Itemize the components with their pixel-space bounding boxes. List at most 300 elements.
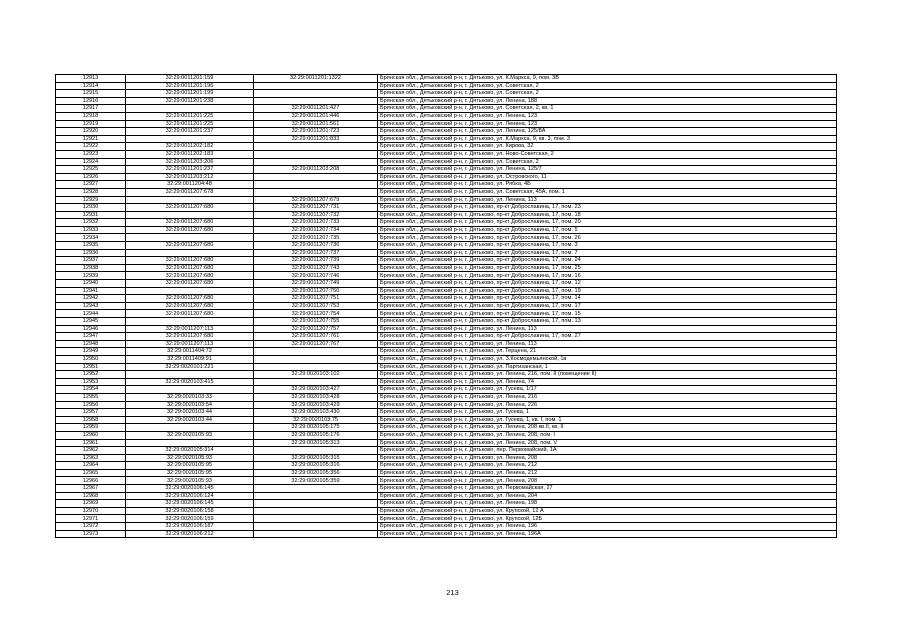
address-cell: Брянская обл., Дятьковский р-н, г. Дятьково, ул. Ленина, 113	[378, 196, 837, 204]
parcel-cadastral-cell: 32:29:0020101:221	[126, 363, 254, 371]
parcel-cadastral-cell: 32:29:0011207:113	[126, 325, 254, 333]
page-number: 213	[446, 588, 459, 597]
parcel-cadastral-cell: 32:29:0020106:212	[126, 530, 254, 538]
object-cadastral-cell	[254, 378, 378, 386]
address-cell: Брянская обл., Дятьковский р-н, г. Дятьково, ул. Кирова, 32	[378, 143, 837, 151]
address-cell: Брянская обл., Дятьковский р-н, г. Дятьково, пр-кт Доброславина, 17, пом. 15	[378, 310, 837, 318]
address-cell: Брянская обл., Дятьковский р-н, г. Дятьково, ул. Советская, 2	[378, 82, 837, 90]
row-number-cell: 12923	[56, 150, 126, 158]
row-number-cell: 12948	[56, 340, 126, 348]
object-cadastral-cell	[254, 530, 378, 538]
object-cadastral-cell	[254, 97, 378, 105]
address-cell: Брянская обл., Дятьковский р-н, г. Дятьково, пр-кт Доброславина, 17, пом. 14	[378, 295, 837, 303]
address-cell: Брянская обл., Дятьковский р-н, г. Дятьково, пр-кт Доброславина, 17, пом. 12	[378, 280, 837, 288]
object-cadastral-cell: 32:29:0020105:356	[254, 469, 378, 477]
address-cell: Брянская обл., Дятьковский р-н, г. Дятьково, ул. Ленина, 212	[378, 462, 837, 470]
parcel-cadastral-cell: 32:29:0020106:159	[126, 515, 254, 523]
row-number-cell: 12920	[56, 128, 126, 136]
row-number-cell: 12944	[56, 310, 126, 318]
object-cadastral-cell: 32:29:0020105:315	[254, 454, 378, 462]
address-cell: Брянская обл., Дятьковский р-н, г. Дятьково, ул. Советская, 2	[378, 158, 837, 166]
object-cadastral-cell	[254, 173, 378, 181]
object-cadastral-cell	[254, 181, 378, 189]
table-row	[56, 242, 837, 250]
row-number-cell: 12973	[56, 530, 126, 538]
address-cell: Брянская обл., Дятьковский р-н, г. Дятьково, ул. Ленина, 196	[378, 523, 837, 531]
object-cadastral-cell: 32:29:0011207:743	[254, 264, 378, 272]
row-number-cell: 12940	[56, 280, 126, 288]
parcel-cadastral-cell	[126, 439, 254, 447]
object-cadastral-cell	[254, 492, 378, 500]
table-row	[56, 416, 837, 424]
address-cell: Брянская обл., Дятьковский р-н, г. Дятьково, ул. Ленина, 226	[378, 401, 837, 409]
row-number-cell: 12928	[56, 188, 126, 196]
parcel-cadastral-cell: 32:29:0011207:680	[126, 264, 254, 272]
address-cell: Брянская обл., Дятьковский р-н, г. Дятьково, ул. Ново-Советская, 2	[378, 150, 837, 158]
object-cadastral-cell: 32:29:0011207:679	[254, 196, 378, 204]
table-row	[56, 431, 837, 439]
address-cell: Брянская обл., Дятьковский р-н, г. Дятьково, ул. Ленина, 198	[378, 500, 837, 508]
table-row	[56, 82, 837, 90]
parcel-cadastral-cell: 32:29:0011207:680	[126, 333, 254, 341]
row-number-cell: 12952	[56, 371, 126, 379]
object-cadastral-cell: 32:29:0020103:427	[254, 386, 378, 394]
table-row	[56, 105, 837, 113]
parcel-cadastral-cell: 32:29:0011201:225	[126, 120, 254, 128]
table-row	[56, 530, 837, 538]
table-row	[56, 280, 837, 288]
address-cell: Брянская обл., Дятьковский р-н, г. Дятьково, пр-кт Доброславина, 17, пом. 16	[378, 272, 837, 280]
parcel-cadastral-cell: 32:29:0011201:199	[126, 90, 254, 98]
row-number-cell: 12947	[56, 333, 126, 341]
table-row	[56, 196, 837, 204]
parcel-cadastral-cell: 32:29:0011201:238	[126, 97, 254, 105]
object-cadastral-cell: 32:29:0011207:750	[254, 287, 378, 295]
parcel-cadastral-cell: 32:29:0011203:206	[126, 158, 254, 166]
row-number-cell: 12927	[56, 181, 126, 189]
object-cadastral-cell: 32:29:0011207:757	[254, 325, 378, 333]
table-row	[56, 295, 837, 303]
parcel-cadastral-cell: 32:29:0011203:212	[126, 173, 254, 181]
address-cell: Брянская обл., Дятьковский р-н, г. Дятьково, ул. Первомайская, 27	[378, 485, 837, 493]
address-cell: Брянская обл., Дятьковский р-н, г. Дятьково, ул. Ленина, 113	[378, 340, 837, 348]
table-row	[56, 515, 837, 523]
object-cadastral-cell	[254, 82, 378, 90]
row-number-cell: 12921	[56, 135, 126, 143]
table-row	[56, 477, 837, 485]
address-cell: Брянская обл., Дятьковский р-н, г. Дятьково, ул. Герцена, 21	[378, 348, 837, 356]
table-row	[56, 348, 837, 356]
parcel-cadastral-cell: 32:29:0011201:196	[126, 82, 254, 90]
object-cadastral-cell: 32:29:0020103:102	[254, 371, 378, 379]
address-cell: Брянская обл., Дятьковский р-н, г. Дятьково, ул. Ленина, 212	[378, 469, 837, 477]
table-row	[56, 173, 837, 181]
address-cell: Брянская обл., Дятьковский р-н, г. Дятьково, ул. Ленина, 74	[378, 378, 837, 386]
row-number-cell: 12958	[56, 416, 126, 424]
object-cadastral-cell: 32:29:0011207:753	[254, 302, 378, 310]
address-cell: Брянская обл., Дятьковский р-н, г. Дятьково, ул. Гусева, 1, кв. I, пом. 1	[378, 416, 837, 424]
table-row	[56, 234, 837, 242]
table-row	[56, 492, 837, 500]
object-cadastral-cell: 32:29:0011201:833	[254, 135, 378, 143]
address-cell: Брянская обл., Дятьковский р-н, г. Дятьково, ул. Рябка, 4Б	[378, 181, 837, 189]
row-number-cell: 12956	[56, 401, 126, 409]
object-cadastral-cell: 32:29:0011201:1322	[254, 75, 378, 83]
row-number-cell: 12937	[56, 257, 126, 265]
address-cell: Брянская обл., Дятьковский р-н, г. Дятьково, пр-кт Доброславина, 17, пом. 26	[378, 234, 837, 242]
parcel-cadastral-cell: 32:29:0020106:145	[126, 485, 254, 493]
parcel-cadastral-cell	[126, 287, 254, 295]
object-cadastral-cell	[254, 355, 378, 363]
object-cadastral-cell: 32:29:0011201:561	[254, 120, 378, 128]
parcel-cadastral-cell: 32:29:0020103:54	[126, 401, 254, 409]
parcel-cadastral-cell: 32:29:0011207:680	[126, 257, 254, 265]
address-cell: Брянская обл., Дятьковский р-н, г. Дятьково, ул. З.Космодемьянской, 1в	[378, 355, 837, 363]
object-cadastral-cell: 32:29:0011203:208	[254, 166, 378, 174]
row-number-cell: 12970	[56, 507, 126, 515]
table-row	[56, 340, 837, 348]
parcel-cadastral-cell: 32:29:0020106:158	[126, 507, 254, 515]
row-number-cell: 12969	[56, 500, 126, 508]
row-number-cell: 12971	[56, 515, 126, 523]
object-cadastral-cell	[254, 150, 378, 158]
table-row	[56, 469, 837, 477]
parcel-cadastral-cell: 32:29:0011201:237	[126, 166, 254, 174]
address-cell: Брянская обл., Дятьковский р-н, г. Дятьково, ул. Ленина, 113	[378, 325, 837, 333]
parcel-cadastral-cell: 32:29:0011201:237	[126, 128, 254, 136]
parcel-cadastral-cell	[126, 424, 254, 432]
table-row	[56, 386, 837, 394]
row-number-cell: 12954	[56, 386, 126, 394]
row-number-cell: 12917	[56, 105, 126, 113]
table-row	[56, 363, 837, 371]
row-number-cell: 12916	[56, 97, 126, 105]
object-cadastral-cell	[254, 485, 378, 493]
row-number-cell: 12941	[56, 287, 126, 295]
table-row	[56, 325, 837, 333]
object-cadastral-cell: 32:29:0020103:429	[254, 401, 378, 409]
parcel-cadastral-cell: 32:29:0020103:44	[126, 416, 254, 424]
table-row	[56, 188, 837, 196]
row-number-cell: 12935	[56, 242, 126, 250]
object-cadastral-cell	[254, 507, 378, 515]
parcel-cadastral-cell: 32:29:0011202:182	[126, 143, 254, 151]
table-row	[56, 310, 837, 318]
row-number-cell: 12919	[56, 120, 126, 128]
object-cadastral-cell: 32:29:0011207:754	[254, 310, 378, 318]
object-cadastral-cell: 32:29:0020105:316	[254, 462, 378, 470]
parcel-cadastral-cell: 32:29:0011207:680	[126, 302, 254, 310]
table-row	[56, 219, 837, 227]
row-number-cell: 12936	[56, 249, 126, 257]
parcel-cadastral-cell: 32:29:0011409:91	[126, 355, 254, 363]
object-cadastral-cell: 32:29:0011207:737	[254, 249, 378, 257]
registry-table	[55, 74, 837, 538]
row-number-cell: 12972	[56, 523, 126, 531]
object-cadastral-cell	[254, 90, 378, 98]
object-cadastral-cell: 32:29:0011207:731	[254, 204, 378, 212]
table-row	[56, 287, 837, 295]
parcel-cadastral-cell	[126, 371, 254, 379]
row-number-cell: 12924	[56, 158, 126, 166]
row-number-cell: 12930	[56, 204, 126, 212]
object-cadastral-cell: 32:29:0020103:428	[254, 393, 378, 401]
object-cadastral-cell: 32:29:0011207:736	[254, 242, 378, 250]
table-row	[56, 112, 837, 120]
row-number-cell: 12913	[56, 75, 126, 83]
parcel-cadastral-cell: 32:29:0020105:93	[126, 477, 254, 485]
address-cell: Брянская обл., Дятьковский р-н, г. Дятьково, пр-кт Доброславина, 17, пом. 19	[378, 287, 837, 295]
object-cadastral-cell: 32:29:0020105:175	[254, 424, 378, 432]
row-number-cell: 12964	[56, 462, 126, 470]
parcel-cadastral-cell	[126, 196, 254, 204]
table-row	[56, 401, 837, 409]
object-cadastral-cell: 32:29:0020105:313	[254, 439, 378, 447]
object-cadastral-cell	[254, 447, 378, 455]
table-row	[56, 211, 837, 219]
object-cadastral-cell: 32:29:0011201:446	[254, 112, 378, 120]
address-cell: Брянская обл., Дятьковский р-н, г. Дятьково, пр-кт Доброславина, 17, пом. 17	[378, 302, 837, 310]
table-row	[56, 135, 837, 143]
row-number-cell: 12933	[56, 226, 126, 234]
table-row	[56, 439, 837, 447]
table-row	[56, 318, 837, 326]
table-row	[56, 447, 837, 455]
parcel-cadastral-cell: 32:29:0011207:680	[126, 272, 254, 280]
table-row	[56, 462, 837, 470]
address-cell: Брянская обл., Дятьковский р-н, г. Дятьково, ул. Ленина, 125/8А	[378, 128, 837, 136]
row-number-cell: 12918	[56, 112, 126, 120]
address-cell: Брянская обл., Дятьковский р-н, г. Дятьково, ул. Крупской, 12Б	[378, 515, 837, 523]
address-cell: Брянская обл., Дятьковский р-н, г. Дятьково, пр-кт Доброславина, 17, пом. 20	[378, 219, 837, 227]
row-number-cell: 12915	[56, 90, 126, 98]
row-number-cell: 12945	[56, 318, 126, 326]
parcel-cadastral-cell: 32:29:0011204:48	[126, 181, 254, 189]
row-number-cell: 12967	[56, 485, 126, 493]
address-cell: Брянская обл., Дятьковский р-н, г. Дятьково, ул. Ленина, 208, пом. I	[378, 431, 837, 439]
table-row	[56, 120, 837, 128]
address-cell: Брянская обл., Дятьковский р-н, г. Дятьково, пр-кт Доброславина, 17, пом. 23	[378, 204, 837, 212]
object-cadastral-cell: 32:29:0011207:755	[254, 318, 378, 326]
table-row	[56, 158, 837, 166]
object-cadastral-cell	[254, 363, 378, 371]
address-cell: Брянская обл., Дятьковский р-н, г. Дятьково, ул. Крупской, 12 А	[378, 507, 837, 515]
address-cell: Брянская обл., Дятьковский р-н, г. Дятьково, пр-кт Доброславина, 17, пом. 7	[378, 249, 837, 257]
row-number-cell: 12926	[56, 173, 126, 181]
parcel-cadastral-cell	[126, 386, 254, 394]
table-row	[56, 500, 837, 508]
row-number-cell: 12914	[56, 82, 126, 90]
table-row	[56, 249, 837, 257]
parcel-cadastral-cell	[126, 211, 254, 219]
address-cell: Брянская обл., Дятьковский р-н, г. Дятьково, пр-кт Доброславина, 17, пом. 5	[378, 226, 837, 234]
parcel-cadastral-cell: 32:29:0011207:678	[126, 188, 254, 196]
row-number-cell: 12950	[56, 355, 126, 363]
object-cadastral-cell	[254, 188, 378, 196]
table-row	[56, 264, 837, 272]
parcel-cadastral-cell: 32:29:0020105:314	[126, 447, 254, 455]
parcel-cadastral-cell	[126, 318, 254, 326]
parcel-cadastral-cell: 32:29:0011201:159	[126, 75, 254, 83]
table-row	[56, 454, 837, 462]
object-cadastral-cell: 32:29:0011207:739	[254, 257, 378, 265]
object-cadastral-cell	[254, 523, 378, 531]
object-cadastral-cell	[254, 500, 378, 508]
parcel-cadastral-cell: 32:29:0011207:680	[126, 295, 254, 303]
address-cell: Брянская обл., Дятьковский р-н, г. Дятьково, ул. Ленина, 188	[378, 97, 837, 105]
address-cell: Брянская обл., Дятьковский р-н, г. Дятьково, ул. Гусева, 1/17	[378, 386, 837, 394]
row-number-cell: 12953	[56, 378, 126, 386]
table-row	[56, 302, 837, 310]
row-number-cell: 12951	[56, 363, 126, 371]
table-row	[56, 485, 837, 493]
parcel-cadastral-cell: 32:29:0020105:95	[126, 469, 254, 477]
address-cell: Брянская обл., Дятьковский р-н, г. Дятьково, ул. Ленина, 208 кв.II, кв. II	[378, 424, 837, 432]
address-cell: Брянская обл., Дятьковский р-н, г. Дятьково, ул. Ленина, 123	[378, 120, 837, 128]
row-number-cell: 12942	[56, 295, 126, 303]
row-number-cell: 12963	[56, 454, 126, 462]
row-number-cell: 12966	[56, 477, 126, 485]
address-cell: Брянская обл., Дятьковский р-н, г. Дятьково, ул. Советская, 2	[378, 90, 837, 98]
table-row	[56, 272, 837, 280]
table-row	[56, 371, 837, 379]
object-cadastral-cell: 32:29:0011207:751	[254, 295, 378, 303]
address-cell: Брянская обл., Дятьковский р-н, г. Дятьково, ул. Советская, 2, кв. 1	[378, 105, 837, 113]
row-number-cell: 12949	[56, 348, 126, 356]
address-cell: Брянская обл., Дятьковский р-н, г. Дятьково, пр-кт Доброславина, 17, пом. 18	[378, 211, 837, 219]
row-number-cell: 12922	[56, 143, 126, 151]
table-row	[56, 181, 837, 189]
object-cadastral-cell: 32:29:0020105:359	[254, 477, 378, 485]
row-number-cell: 12929	[56, 196, 126, 204]
table-row	[56, 424, 837, 432]
address-cell: Брянская обл., Дятьковский р-н, г. Дятьково, ул. Ленина, 208	[378, 454, 837, 462]
object-cadastral-cell	[254, 515, 378, 523]
object-cadastral-cell: 32:29:0011207:732	[254, 211, 378, 219]
object-cadastral-cell: 32:29:0011207:734	[254, 226, 378, 234]
row-number-cell: 12943	[56, 302, 126, 310]
parcel-cadastral-cell: 32:29:0011207:680	[126, 226, 254, 234]
parcel-cadastral-cell: 32:29:0011207:680	[126, 280, 254, 288]
parcel-cadastral-cell: 32:29:0020105:93	[126, 454, 254, 462]
address-cell: Брянская обл., Дятьковский р-н, г. Дятьково, ул. Ленина, 216, пом. II (помещение II)	[378, 371, 837, 379]
address-cell: Брянская обл., Дятьковский р-н, г. Дятьково, ул. Ленина, 208, пом. V	[378, 439, 837, 447]
parcel-cadastral-cell: 32:29:0011201:225	[126, 112, 254, 120]
address-cell: Брянская обл., Дятьковский р-н, г. Дятьково, ул. Советская, 45А, пом. 1	[378, 188, 837, 196]
parcel-cadastral-cell: 32:29:0011207:680	[126, 204, 254, 212]
object-cadastral-cell: 32:29:0020105:176	[254, 431, 378, 439]
address-cell: Брянская обл., Дятьковский р-н, г. Дятьково, пр-кт Доброславина, 17, пом. 25	[378, 264, 837, 272]
table-row	[56, 128, 837, 136]
address-cell: Брянская обл., Дятьковский р-н, г. Дятьково, ул. Ленина, 208	[378, 477, 837, 485]
address-cell: Брянская обл., Дятьковский р-н, г. Дятьково, ул. Островского, 11	[378, 173, 837, 181]
table-row	[56, 226, 837, 234]
parcel-cadastral-cell: 32:29:0011202:183	[126, 150, 254, 158]
table-row	[56, 75, 837, 83]
address-cell: Брянская обл., Дятьковский р-н, г. Дятьково, ул. К.Маркса, 9, пом. 3В	[378, 75, 837, 83]
object-cadastral-cell: 32:29:0011201:427	[254, 105, 378, 113]
address-cell: Брянская обл., Дятьковский р-н, г. Дятьково, ул. Ленина, 204	[378, 492, 837, 500]
address-cell: Брянская обл., Дятьковский р-н, г. Дятьково, ул. Партизанская, 1	[378, 363, 837, 371]
table-row	[56, 166, 837, 174]
parcel-cadastral-cell: 32:29:0020103:44	[126, 409, 254, 417]
object-cadastral-cell: 32:29:0011207:735	[254, 234, 378, 242]
address-cell: Брянская обл., Дятьковский р-н, г. Дятьково, пер. Первомайский, 1А	[378, 447, 837, 455]
table-row	[56, 150, 837, 158]
parcel-cadastral-cell: 32:29:0020106:124	[126, 492, 254, 500]
parcel-cadastral-cell: 32:29:0020105:95	[126, 462, 254, 470]
row-number-cell: 12965	[56, 469, 126, 477]
parcel-cadastral-cell: 32:29:0020106:187	[126, 523, 254, 531]
parcel-cadastral-cell: 32:29:0020105:93	[126, 431, 254, 439]
parcel-cadastral-cell	[126, 249, 254, 257]
address-cell: Брянская обл., Дятьковский р-н, г. Дятьково, пр-кт Доброславина, 17, пом. 27	[378, 333, 837, 341]
object-cadastral-cell: 32:29:0011207:746	[254, 272, 378, 280]
row-number-cell: 12931	[56, 211, 126, 219]
row-number-cell: 12959	[56, 424, 126, 432]
object-cadastral-cell: 32:29:0020103:430	[254, 409, 378, 417]
row-number-cell: 12925	[56, 166, 126, 174]
parcel-cadastral-cell: 32:29:0011207:680	[126, 242, 254, 250]
parcel-cadastral-cell	[126, 234, 254, 242]
table-row	[56, 143, 837, 151]
object-cadastral-cell: 32:29:0011207:733	[254, 219, 378, 227]
object-cadastral-cell: 32:29:0011207:761	[254, 333, 378, 341]
parcel-cadastral-cell	[126, 105, 254, 113]
row-number-cell: 12946	[56, 325, 126, 333]
address-cell: Брянская обл., Дятьковский р-н, г. Дятьково, ул. Гусева, 1	[378, 409, 837, 417]
table-row	[56, 507, 837, 515]
parcel-cadastral-cell	[126, 135, 254, 143]
parcel-cadastral-cell: 32:29:0020106:145	[126, 500, 254, 508]
object-cadastral-cell: 32:29:0011201:723	[254, 128, 378, 136]
parcel-cadastral-cell: 32:29:0020103:415	[126, 378, 254, 386]
registry-table-body	[56, 75, 837, 538]
row-number-cell: 12961	[56, 439, 126, 447]
parcel-cadastral-cell: 32:29:0020103:33	[126, 393, 254, 401]
table-row	[56, 523, 837, 531]
parcel-cadastral-cell: 32:29:0011207:680	[126, 219, 254, 227]
row-number-cell: 12968	[56, 492, 126, 500]
table-row	[56, 333, 837, 341]
address-cell: Брянская обл., Дятьковский р-н, г. Дятьково, ул. Ленина, 196А	[378, 530, 837, 538]
table-row	[56, 257, 837, 265]
address-cell: Брянская обл., Дятьковский р-н, г. Дятьково, пр-кт Доброславина, 17, пом. 13	[378, 318, 837, 326]
row-number-cell: 12938	[56, 264, 126, 272]
table-row	[56, 204, 837, 212]
address-cell: Брянская обл., Дятьковский р-н, г. Дятьково, ул. К.Маркса, 9, кв. 3, пом. 3	[378, 135, 837, 143]
address-cell: Брянская обл., Дятьковский р-н, г. Дятьково, пр-кт Доброславина, 17, пом. 3	[378, 242, 837, 250]
row-number-cell: 12939	[56, 272, 126, 280]
table-row	[56, 393, 837, 401]
address-cell: Брянская обл., Дятьковский р-н, г. Дятьково, пр-кт Доброславина, 17, пом. 24	[378, 257, 837, 265]
object-cadastral-cell: 32:29:0011207:749	[254, 280, 378, 288]
object-cadastral-cell	[254, 143, 378, 151]
row-number-cell: 12934	[56, 234, 126, 242]
object-cadastral-cell: 32:29:0020103:75	[254, 416, 378, 424]
row-number-cell: 12932	[56, 219, 126, 227]
row-number-cell: 12960	[56, 431, 126, 439]
row-number-cell: 12955	[56, 393, 126, 401]
parcel-cadastral-cell: 32:29:0011207:113	[126, 340, 254, 348]
row-number-cell: 12957	[56, 409, 126, 417]
object-cadastral-cell	[254, 158, 378, 166]
address-cell: Брянская обл., Дятьковский р-н, г. Дятьково, ул. Ленина, 123	[378, 112, 837, 120]
table-row	[56, 378, 837, 386]
table-row	[56, 90, 837, 98]
object-cadastral-cell: 32:29:0011207:767	[254, 340, 378, 348]
address-cell: Брянская обл., Дятьковский р-н, г. Дятьково, ул. Ленина, 216	[378, 393, 837, 401]
